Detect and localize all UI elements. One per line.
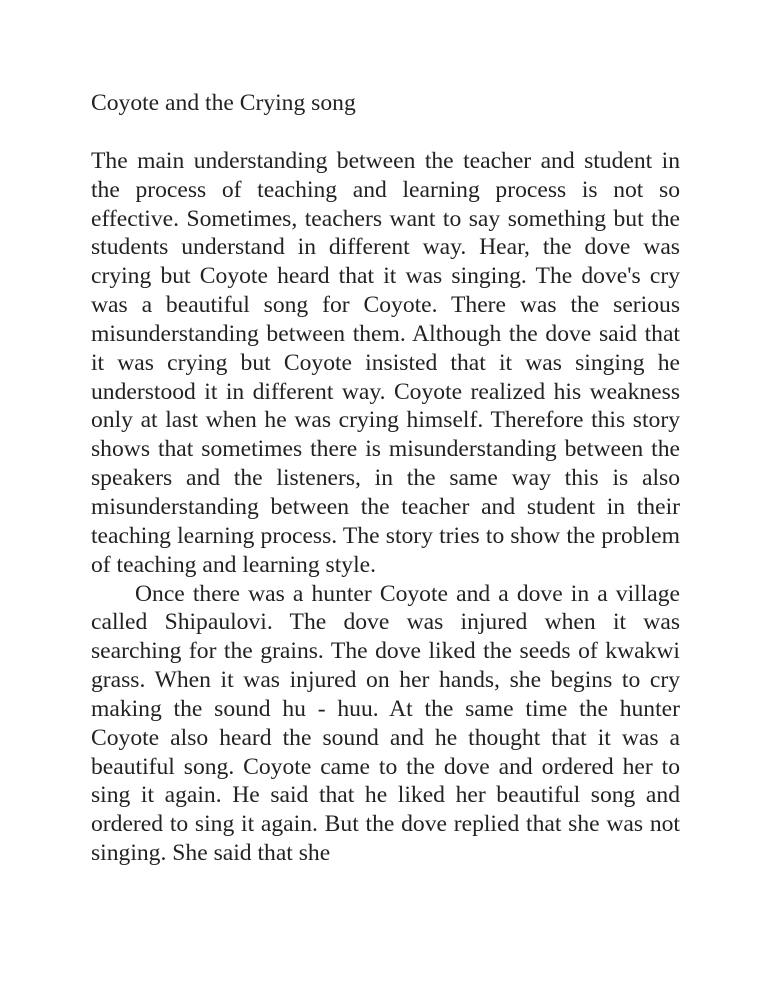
document-title: Coyote and the Crying song	[91, 90, 356, 116]
paragraph-summary: The main understanding between the teacher and student in the process of teaching and learning process is not so effective. Sometimes, teachers want to say something but the students understand in different way. Hear, the dove was crying but Coyote heard that it was singing. The dove's cry was a beautiful song for Coyote. There was the serious misunderstanding between them. Although the dove said that it was crying but Coyote insisted that it was singing he understood it in different way. Coyote realized his weakness only at last when he was crying himself. Therefore this story shows that sometimes there is misunderstanding between the speakers and the listeners, in the same way this is also misunderstanding between the teacher and student in their teaching learning process. The story tries to show the problem of teaching and learning style.	[91, 147, 680, 578]
document-body	[91, 89, 680, 868]
paragraph-story: Once there was a hunter Coyote and a dove in a village called Shipaulovi. The dove was injured when it was searching for the grains. The dove liked the seeds of kwakwi grass. When it was injured on her hands, she begins to cry making the sound hu - huu. At the same time the hunter Coyote also heard the sound and he thought that it was a beautiful song. Coyote came to the dove and ordered her to sing it again. He said that he liked her beautiful song and ordered to sing it again. But the dove replied that she was not singing. She said that she	[91, 580, 680, 867]
